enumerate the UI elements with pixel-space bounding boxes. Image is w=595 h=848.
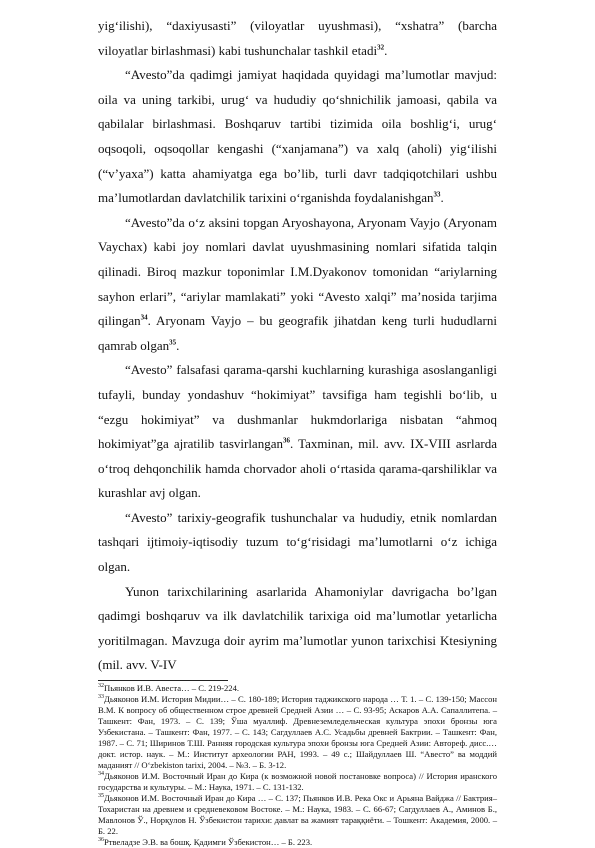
footnotes [98, 683, 497, 848]
footnote-ref-36[interactable]: 36 [282, 436, 290, 445]
footnote-ref-32[interactable]: 32 [377, 43, 385, 52]
paragraph-6: Yunon tarixchilarining asarlarida Ahamoniylar davrigacha bo’lgan qadimgi boshqaruv va ilk davlatchilik tarixiga oid ma’lumotlar yetarlicha yoritilmagan. Mavzuga doir ayrim ma’lumotlar yunon tarixchisi Ktesiyning (mil. avv. V-IV [98, 583, 497, 673]
footnote-33: $^{33}$Дьяконов И.М. История Мидии… – С. 180-189; История таджикского народа … Т. 1. – С. 139-150; Массон В.М. К вопросу об общественном строе древней Средней Азии … – С. 93-95; Аскаров А.А. Сапаллитепа. – Ташкент: Фан, 1973. – С. 139; Ўша муаллиф. Древнеземледельческая культура эпохи бронзы юга Узбекистана. – Ташкент: Фан, 1977. – С. 143; Сагдуллаев А.С. Усадьбы древней Бактрии. – Ташкент: Фан, 1987. – С. 71; Ширинов Т.Ш. Ранняя городская культура эпохи бронзы юга Средней Азии: Автореф. дисс.… докт. истор. наук. – М.: Институт археологии РАН, 1993. – 49 с.; Шайдуллаев Ш. “Авесто” ва моддий маданият // O‘zbekiston tarixi, 2004. – №3. – Б. 3-12. [98, 694, 497, 771]
footnote-ref-35[interactable]: 35 [169, 338, 177, 347]
paragraph-5: “Avesto” tarixiy-geografik tushunchalar va hududiy, etnik nomlardan tashqari ijtimoiy-iqtisodiy tuzum to‘g‘risidagi ma’lumotlarni o‘z ichiga olgan. [98, 509, 497, 575]
footnote-32: $^{32}$Пьянков И.В. Авеста… – С. 219-224. [98, 683, 240, 694]
footnote-36: $^{36}$Ртвеладзе Э.В. ва бошқ. Қадимги Ўзбекистон… – Б. 223. [98, 837, 313, 848]
footnote-divider [98, 680, 228, 681]
footnote-35: $^{35}$Дьяконов И.М. Восточный Иран до Кира … – С. 137; Пьянков И.В. Река Окс и Арьяна Вайджа // Бактрия–Тохаристан на древнем и средневековом Востоке. – М.: Наука, 1983. – С. 66-67; Сагдуллаев А., Аминов Б., Мавлонов Ў., Норқулов Н. Ўзбекистон тарихи: давлат ва жамият тараққиёти. – Тошкент: Академия, 2000. – Б. 22. [98, 793, 497, 837]
paragraph-2: “Avesto”da qadimgi jamiyat haqidada quyidagi ma’lumotlar mavjud: oila va uning tarkibi, urug‘ va hududiy qo‘shnichilik jamoasi, qabila va qabilalar birlashmasi. Boshqaruv tartibi tizimida oila boshlig‘i, urug‘ oqsoqoli, oqsoqollar kengashi (“xanjamana”) va xalq (aholi) yig‘ilishi (“v’yaxa”) katta ahamiyatga ega bo’lib, turli davr tadqiqotchilari ushbu ma’lumotlardan davlatchilik tarixini o‘rganishda foydalanishgan$^{33}$. [98, 67, 497, 206]
paragraph-4: “Avesto” falsafasi qarama-qarshi kuchlarning kurashiga asoslanganligi tufayli, bunday yondashuv “hokimiyat” tavsifiga ham tegishli bo‘lib, u “ezgu hokimiyat” va dushmanlar hukmdorlariga nisbatan “ahmoq hokimiyat”ga ajratilib tasvirlangan$^{36}$. Taxminan, mil. avv. IX-VIII asrlarda o‘troq dehqonchilik hamda chorvador aholi o‘rtasida qarama-qarshiliklar va kurashlar avj olgan. [98, 362, 497, 501]
footnote-34: $^{34}$Дьяконов И.М. Восточный Иран до Кира (к возможной новой постановке вопроса) // История иранского государства и культуры. – М.: Наука, 1971. – С. 131-132. [98, 771, 497, 793]
paragraph-1: yig‘ilishi), “daxiyusasti” (viloyatlar uyushmasi), “xshatra” (barcha viloyatlar birlashmasi) kabi tushunchalar tashkil etadi$^{32}$. [98, 18, 497, 58]
footnote-ref-33[interactable]: 33 [433, 190, 441, 199]
footnote-ref-34[interactable]: 34 [140, 313, 148, 322]
paragraph-3: “Avesto”da o‘z aksini topgan Aryoshayona, Aryonam Vayjo (Aryonam Vaychax) kabi joy nomlari davlat uyushmasining nomlari sifatida talqin qilinadi. Biroq mazkur toponimlar I.M.Dyakonov tomonidan “ariylarning sayhon erlari”, “ariylar mamlakati” yoki “Avesto xalqi” ma’nosida tarjima qilingan$^{34}$. Aryonam Vayjo – bu geografik jihatdan keng turli hududlarni qamrab olgan$^{35}$. [98, 214, 497, 353]
